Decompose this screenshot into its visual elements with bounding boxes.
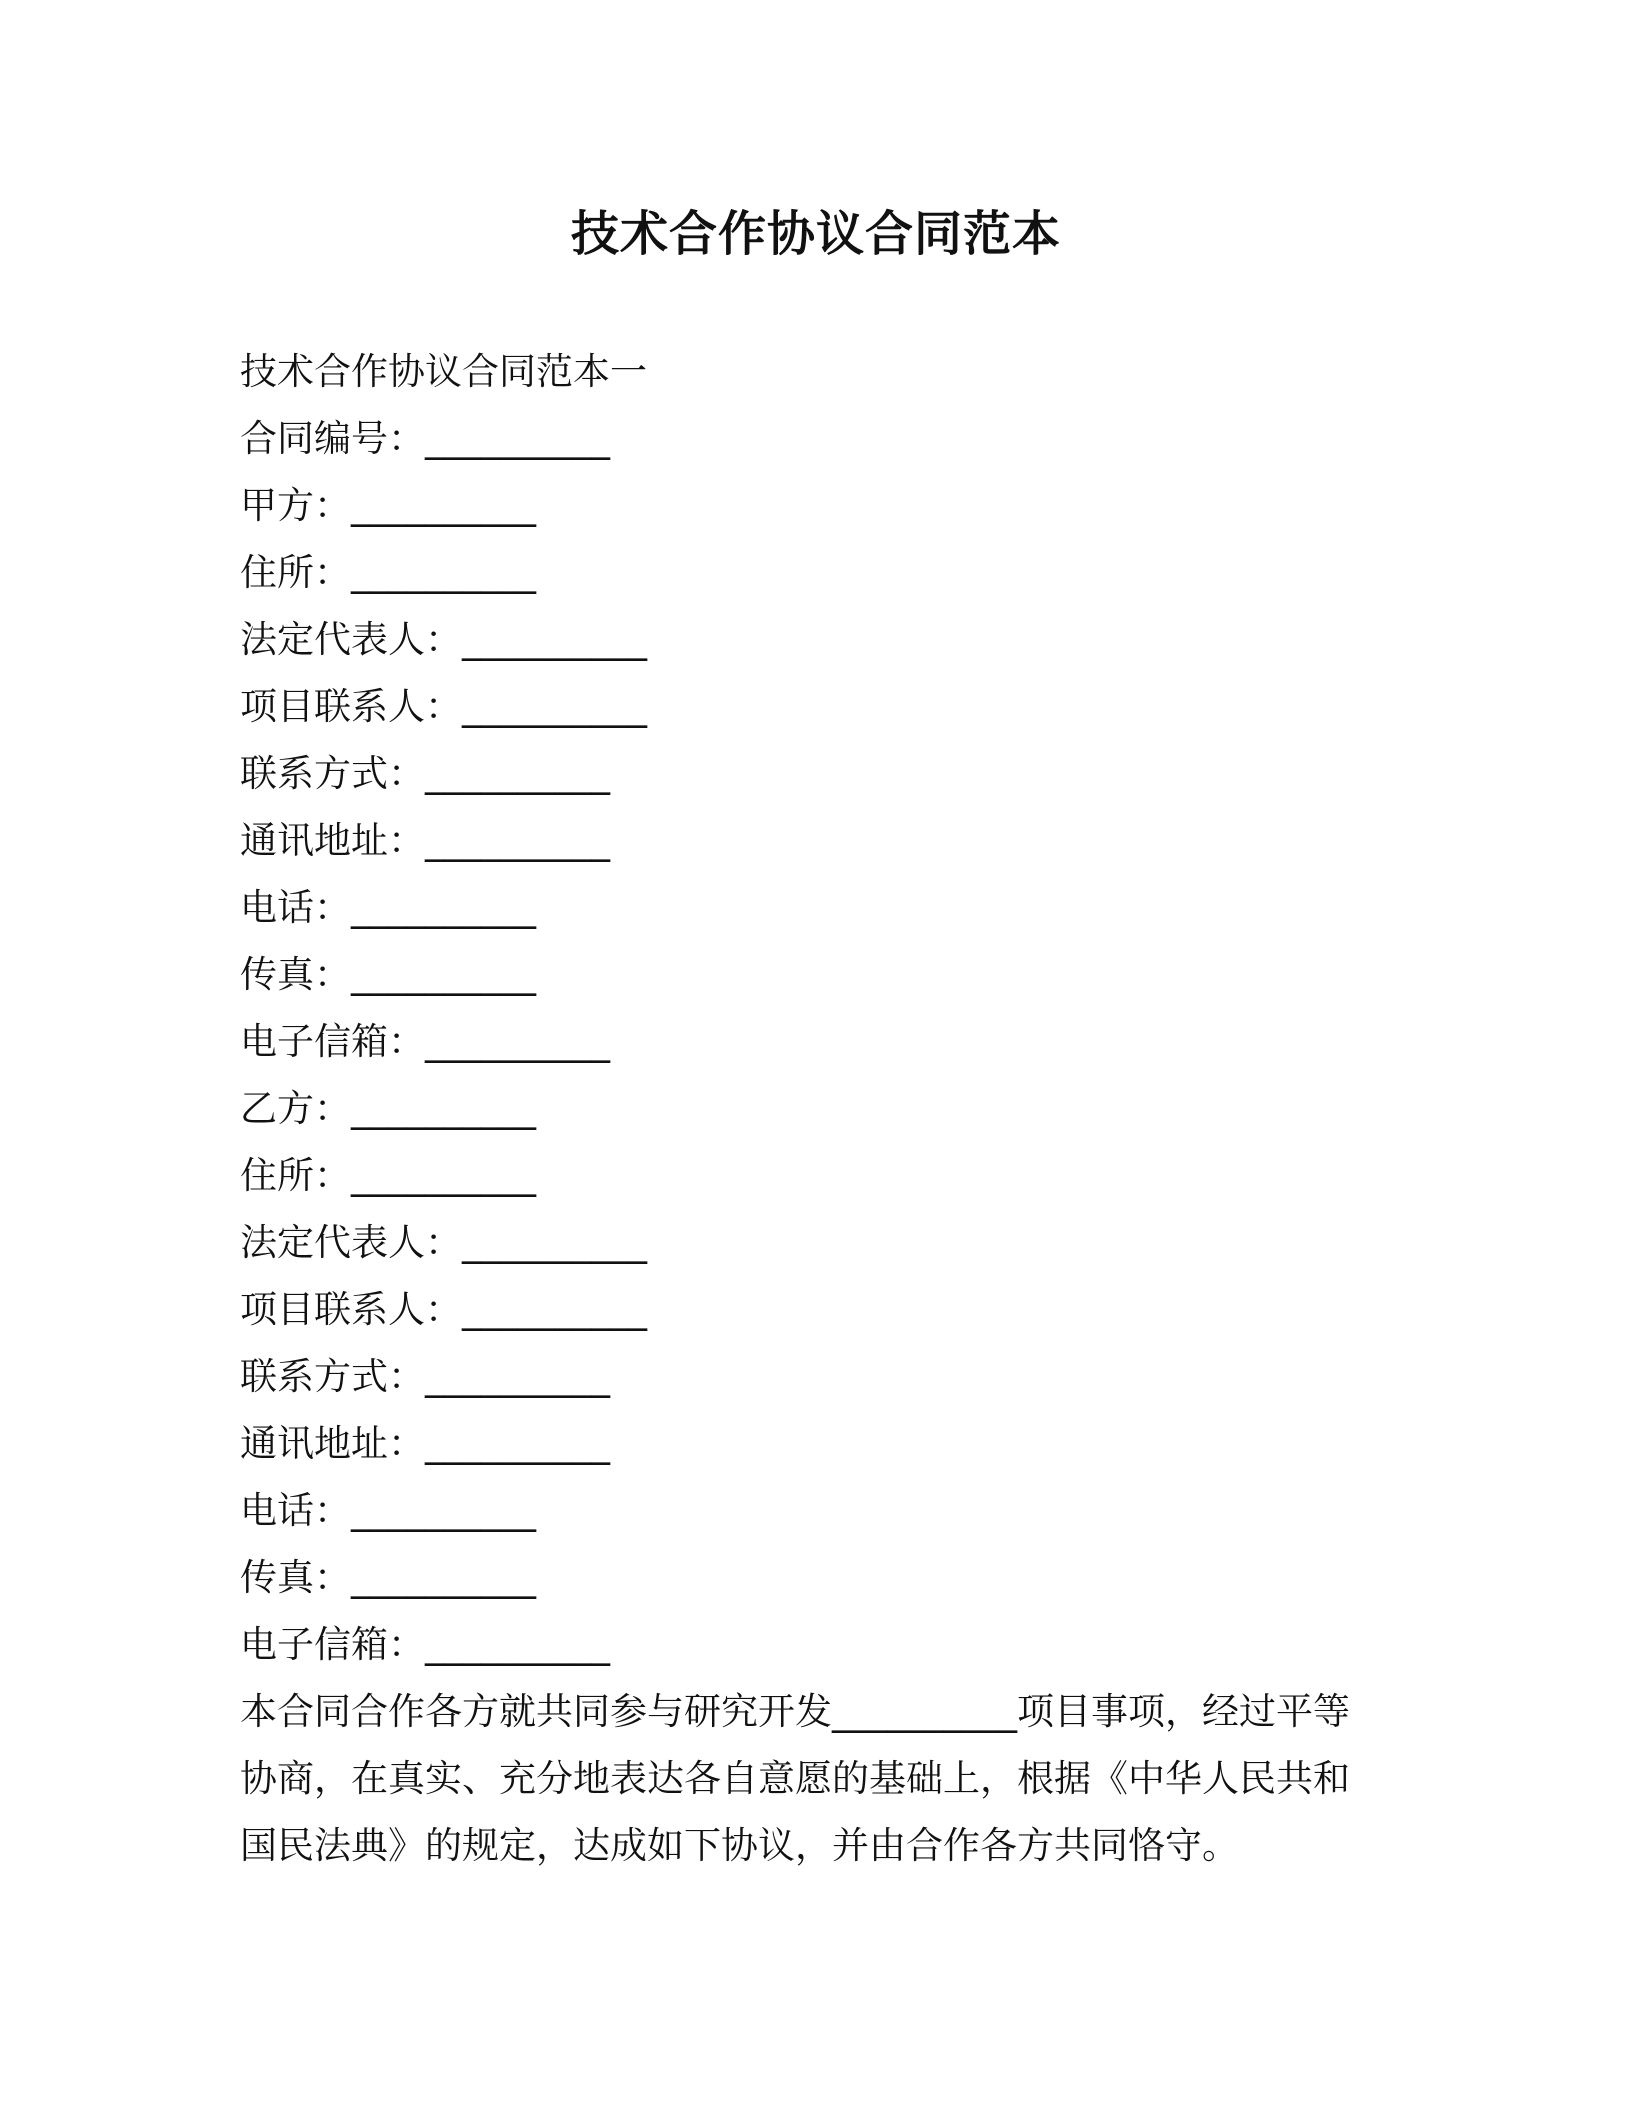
field-party-a-project-contact: 项目联系人：__________ [240, 685, 647, 728]
field-party-a-legal-rep: 法定代表人：__________ [240, 618, 647, 661]
field-party-b-address: 住所：__________ [240, 1154, 536, 1197]
paragraph-line: 本合同合作各方就共同参与研究开发__________项目事项，经过平等 [240, 1690, 1350, 1733]
field-party-a-fax: 传真：__________ [240, 953, 536, 996]
field-party-b-phone: 电话：__________ [240, 1489, 536, 1532]
field-party-b-project-contact: 项目联系人：__________ [240, 1288, 647, 1331]
field-party-b-mailing-address: 通讯地址：__________ [240, 1422, 610, 1465]
field-party-a: 甲方：__________ [240, 484, 536, 527]
paragraph-line: 国民法典》的规定，达成如下协议，并由合作各方共同恪守。 [240, 1824, 1239, 1867]
preamble-paragraph [240, 1678, 1360, 1879]
document-body [240, 338, 1400, 1879]
document-subtitle: 技术合作协议合同范本一 [240, 350, 647, 393]
paragraph-line: 协商，在真实、充分地表达各自意愿的基础上，根据《中华人民共和 [240, 1757, 1350, 1800]
field-party-a-contact-method: 联系方式：__________ [240, 752, 610, 795]
field-party-a-mailing-address: 通讯地址：__________ [240, 819, 610, 862]
field-party-b-fax: 传真：__________ [240, 1556, 536, 1599]
field-party-a-address: 住所：__________ [240, 551, 536, 594]
field-party-b-contact-method: 联系方式：__________ [240, 1355, 610, 1398]
field-party-b-legal-rep: 法定代表人：__________ [240, 1221, 647, 1264]
field-party-b: 乙方：__________ [240, 1087, 536, 1130]
page-title: 技术合作协议合同范本 [570, 206, 1061, 262]
field-party-b-email: 电子信箱：__________ [240, 1623, 610, 1666]
field-party-a-phone: 电话：__________ [240, 886, 536, 929]
field-party-a-email: 电子信箱：__________ [240, 1020, 610, 1063]
field-contract-number: 合同编号：__________ [240, 417, 610, 460]
